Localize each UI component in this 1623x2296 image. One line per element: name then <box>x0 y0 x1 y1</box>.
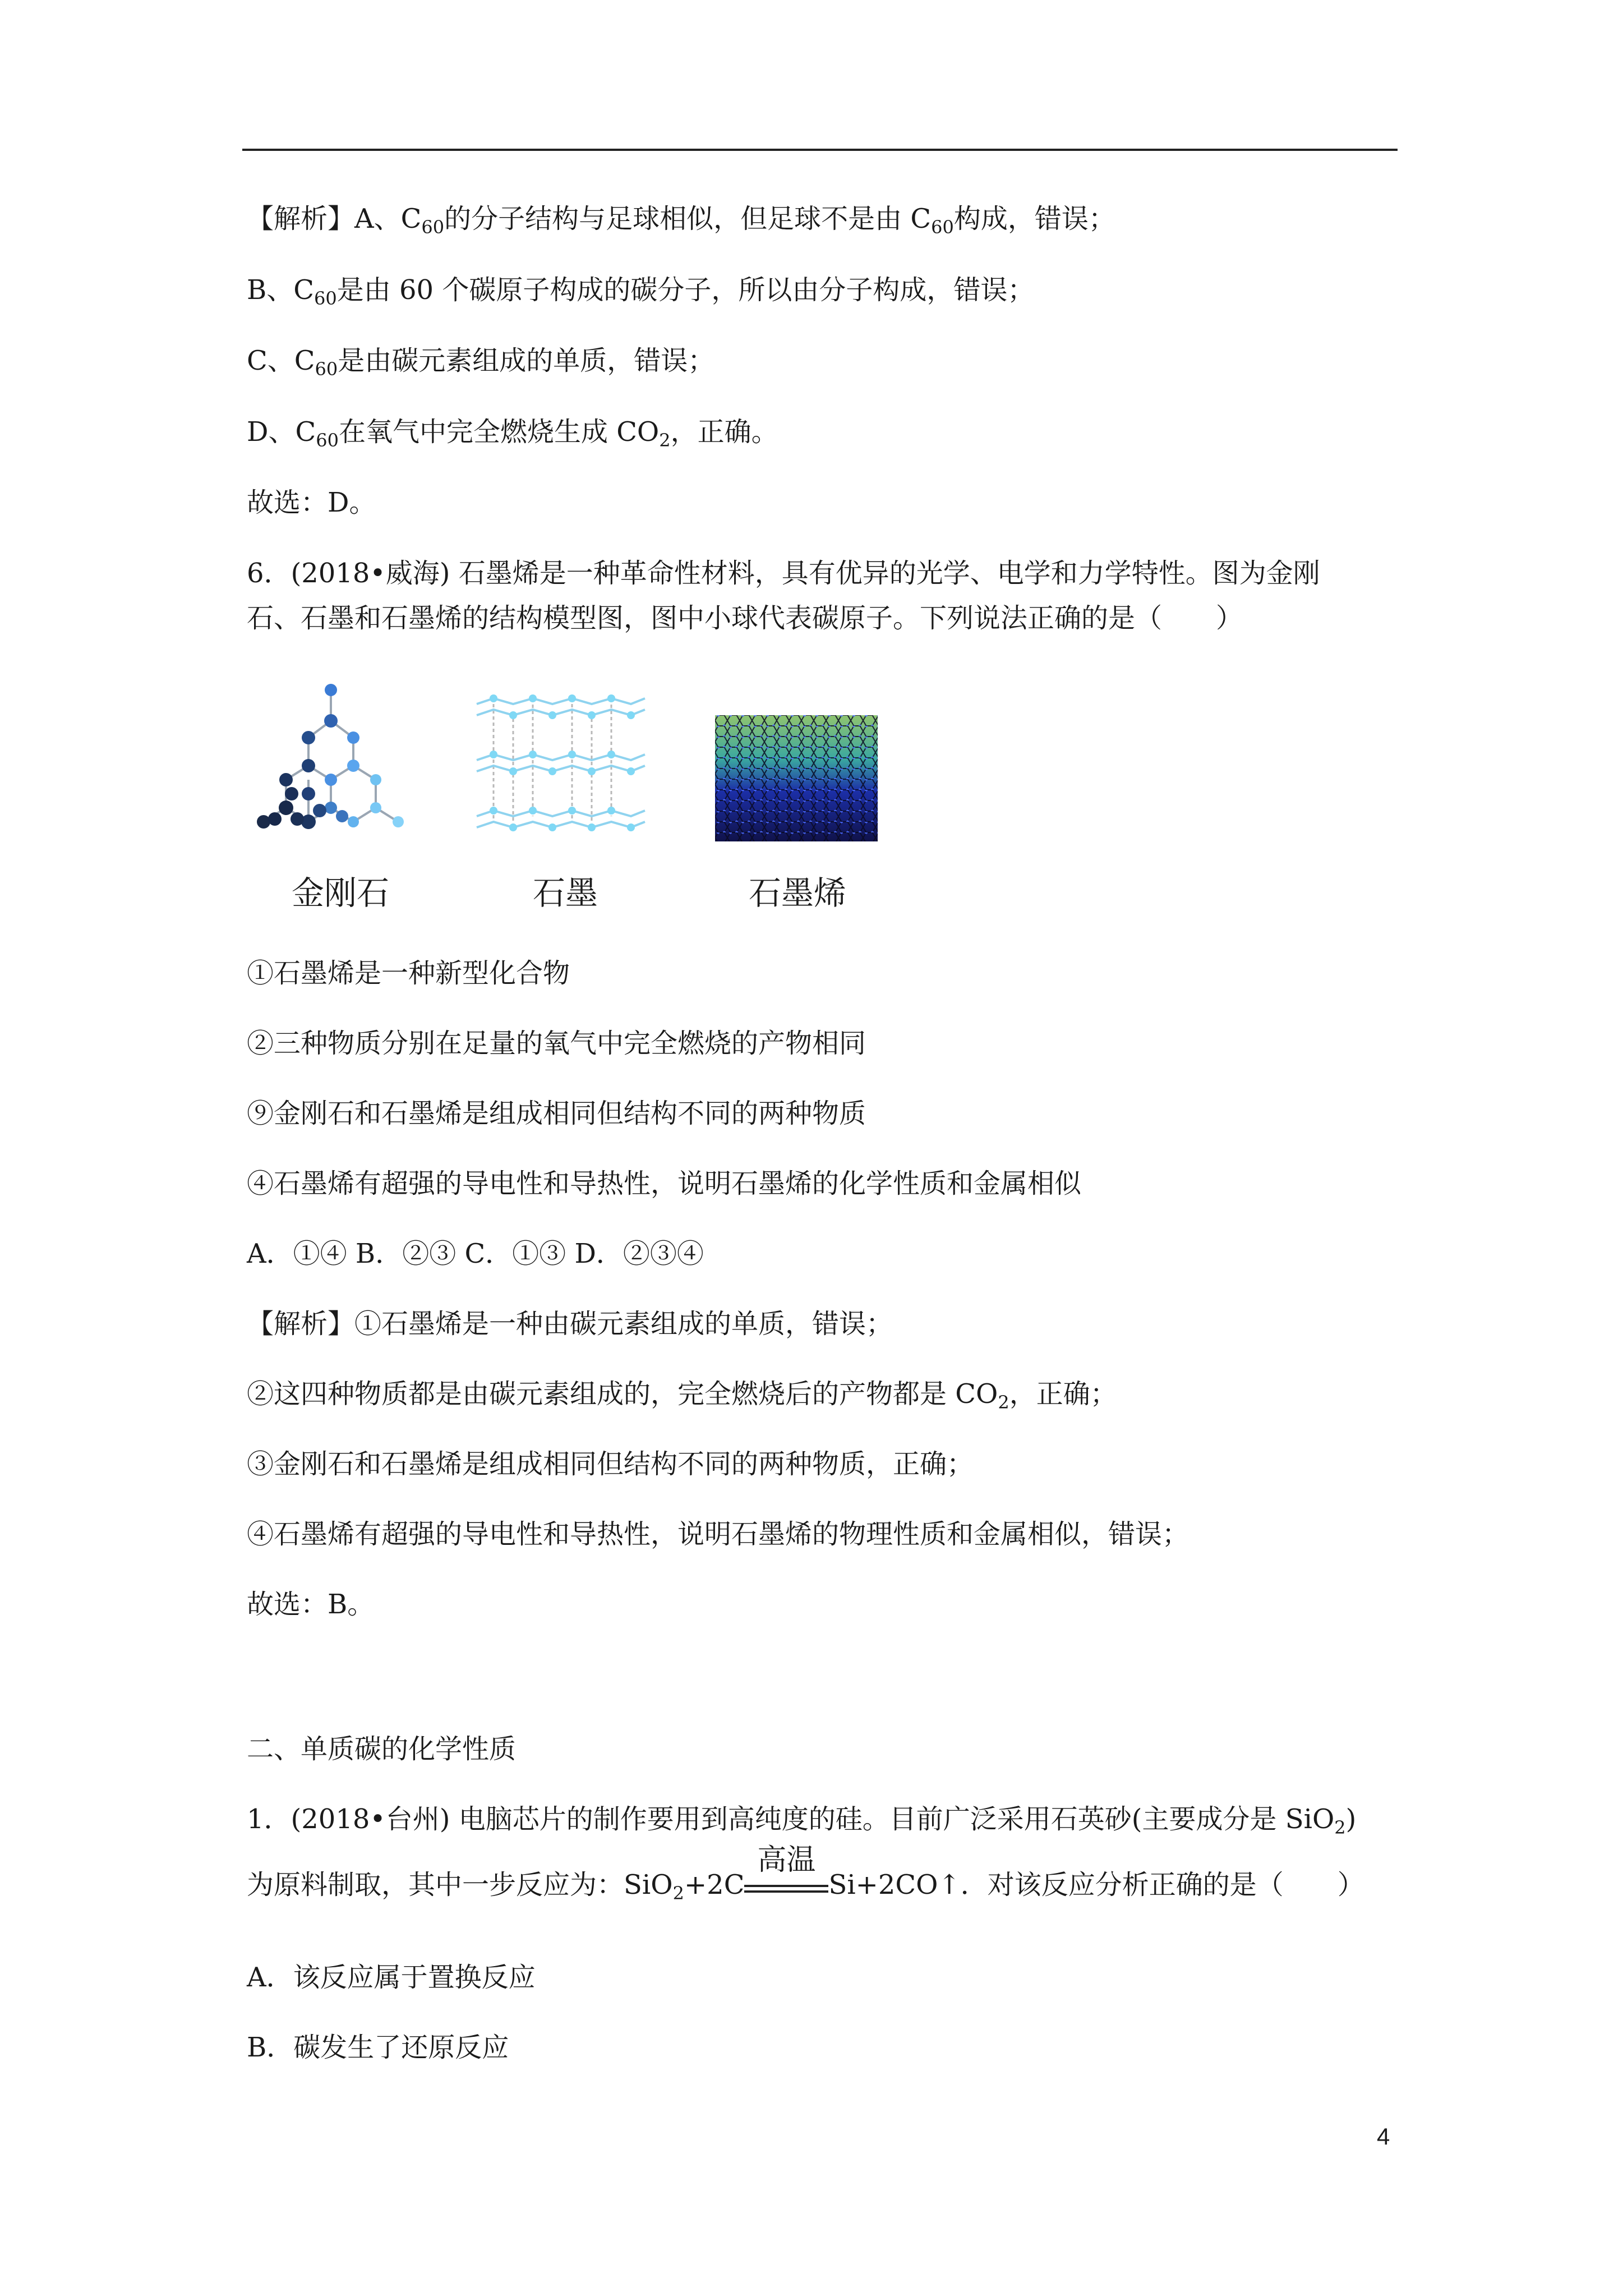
header-rule <box>242 149 1398 151</box>
s2-q1-option-a: A．该反应属于置换反应 <box>247 1962 536 1993</box>
q6-stem-line-1: 6．(2018•威海) 石墨烯是一种革命性材料，具有优异的光学、电学和力学特性。图为金刚 <box>247 558 1320 589</box>
q6-statement-3: ⑨金刚石和石墨烯是组成相同但结构不同的两种物质 <box>247 1098 866 1129</box>
q6-statement-1: ①石墨烯是一种新型化合物 <box>247 958 570 989</box>
graphite-structure-figure <box>471 682 651 844</box>
diamond-label: 金刚石 <box>292 875 390 912</box>
graphene-structure-figure <box>715 715 878 841</box>
s2-q1-stem-line-1: 1．(2018•台州) 电脑芯片的制作要用到高纯度的硅。目前广泛采用石英砂(主要成分是 SiO$_2$) <box>247 1803 1357 1838</box>
graphene-label: 石墨烯 <box>749 875 847 912</box>
q6-stem-line-2: 石、石墨和石墨烯的结构模型图，图中小球代表碳原子。下列说法正确的是（ ） <box>247 602 1243 634</box>
q6-analysis-line-3: ③金刚石和石墨烯是组成相同但结构不同的两种物质，正确； <box>247 1448 974 1480</box>
graphite-label: 石墨 <box>533 875 598 912</box>
diamond-structure-figure <box>247 682 432 844</box>
q5-analysis-line-2: B、$C_{60}$是由 60 个碳原子构成的碳分子，所以由分子构成，错误； <box>247 274 1035 309</box>
q6-statement-4: ④石墨烯有超强的导电性和导热性，说明石墨烯的化学性质和金属相似 <box>247 1168 1082 1199</box>
s2-q1-option-b: B．碳发生了还原反应 <box>247 2032 509 2063</box>
q6-analysis-line-4: ④石墨烯有超强的导电性和导热性，说明石墨烯的物理性质和金属相似，错误； <box>247 1519 1189 1550</box>
q5-analysis-line-3: C、$C_{60}$是由碳元素组成的单质，错误； <box>247 345 715 380</box>
q6-options: A．①④ B．②③ C．①③ D．②③④ <box>247 1238 704 1269</box>
q5-analysis-line-4: D、$C_{60}$在氧气中完全燃烧生成 $CO_2$，正确。 <box>247 416 778 451</box>
q6-statement-2: ②三种物质分别在足量的氧气中完全燃烧的产物相同 <box>247 1028 866 1059</box>
q6-analysis-line-2: ②这四种物质都是由碳元素组成的，完全燃烧后的产物都是 $CO_2$，正确； <box>247 1378 1117 1413</box>
q6-answer: 故选：B。 <box>247 1589 375 1620</box>
s2-q1-stem-line-2: 为原料制取，其中一步反应为：SiO$_2$+2C 高温 Si+2CO↑．对该反应分析正确的是（ ） <box>247 1843 1364 1904</box>
q5-analysis-line-1: 【解析】A、$C_{60}$的分子结构与足球相似，但足球不是由 $C_{60}$构成，错误； <box>247 203 1115 238</box>
reaction-condition: 高温 <box>744 1870 828 1904</box>
q5-answer: 故选：D。 <box>247 487 376 518</box>
q6-analysis-line-1: 【解析】①石墨烯是一种由碳元素组成的单质，错误； <box>247 1308 893 1340</box>
section-heading: 二、单质碳的化学性质 <box>247 1733 517 1765</box>
page-number: 4 <box>1377 2123 1390 2150</box>
